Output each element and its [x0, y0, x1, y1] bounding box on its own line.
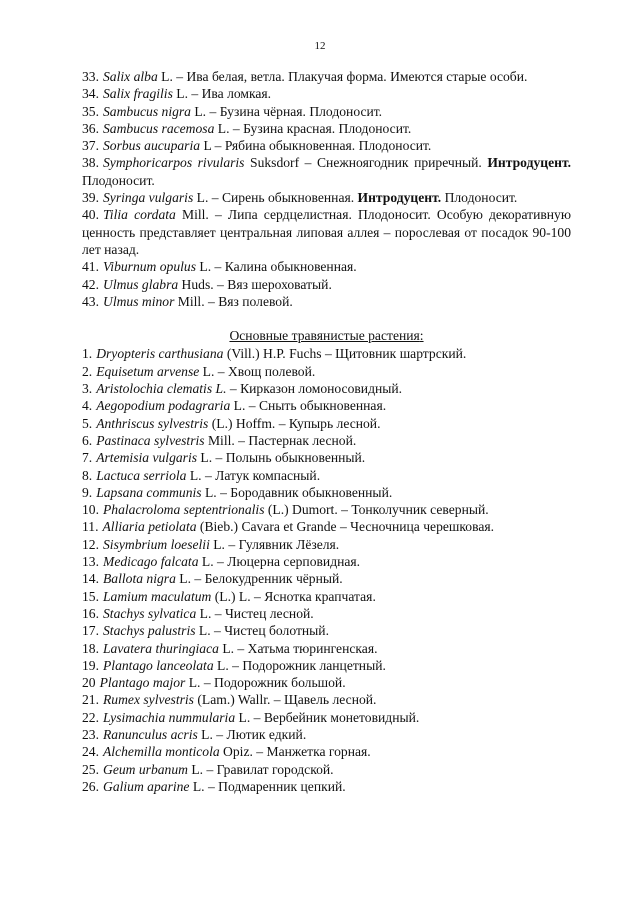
item-number: 21. [82, 692, 99, 708]
latin-name: Syringa vulgaris [103, 190, 194, 206]
item-number: 6. [82, 432, 93, 448]
common-name: – Вяз полевой. [204, 293, 293, 309]
common-name: – Вербейник монетовидный. [250, 709, 420, 725]
latin-name: Sambucus racemosa [103, 120, 215, 136]
latin-name: Ulmus minor [103, 293, 175, 309]
list-item [82, 85, 571, 102]
item-note: Плодоносит. [441, 190, 518, 206]
item-number: 34. [82, 86, 99, 102]
latin-name: Alliaria petiolata [102, 519, 197, 535]
item-number: 25. [82, 761, 99, 777]
common-name: – Щитовник шартрский. [321, 346, 467, 362]
common-name: – Люцерна серповидная. [213, 554, 361, 570]
common-name: – Тонколучник северный. [337, 502, 489, 518]
author-abbrev: L. [172, 86, 188, 102]
item-number: 16. [82, 605, 99, 621]
latin-name: Sambucus nigra [103, 103, 191, 119]
common-name: – Бузина красная. Плодоносит. [229, 120, 412, 136]
common-name: – Чесночница черешковая. [336, 519, 495, 535]
common-name: – Подорожник ланцетный. [228, 657, 386, 673]
list-item [82, 415, 571, 432]
introduced-note: Интродуцент. [487, 155, 571, 171]
list-item [82, 154, 571, 189]
author-abbrev: L. [195, 623, 211, 639]
item-number: 17. [82, 623, 99, 639]
herbs-heading-text: Основные травянистые растения [229, 328, 420, 344]
list-item [82, 743, 571, 760]
item-number: 40. [82, 207, 99, 223]
list-item [82, 449, 571, 466]
item-number: 2. [82, 363, 93, 379]
common-name: – Ива белая, ветла. Плакучая форма. Имеются старые особи. [172, 69, 528, 84]
common-name: – Пастернак лесной. [234, 432, 357, 448]
common-name: – Подорожник большой. [200, 675, 346, 691]
latin-name: Aristolochia clematis L. [96, 381, 227, 397]
item-number: 14. [82, 571, 99, 587]
item-number: 20 [82, 675, 96, 691]
list-item [82, 293, 571, 310]
latin-name: Lamium maculatum [103, 588, 212, 604]
latin-name: Galium aparine [103, 778, 190, 794]
author-abbrev: (L.) L. [211, 588, 251, 604]
common-name: – Хвощ полевой. [214, 363, 316, 379]
author-abbrev: L [200, 138, 212, 154]
latin-name: Plantago major [99, 675, 186, 691]
list-item [82, 778, 571, 795]
item-number: 19. [82, 657, 99, 673]
item-number: 35. [82, 103, 99, 119]
common-name: – Щавель лесной. [270, 692, 377, 708]
author-abbrev: L. [199, 363, 215, 379]
common-name: – Липа сердцелистная. Плодоносит. Особую декоративную ценность представляет центральная липовая аллея – порослевая от посадок 90-100 лет назад. [82, 207, 572, 257]
common-name: – Калина обыкновенная. [211, 259, 357, 275]
author-abbrev: (Bieb.) Cavara et Grande [196, 519, 337, 535]
item-number: 23. [82, 726, 99, 742]
item-number: 9. [82, 484, 93, 500]
author-abbrev: L. [186, 467, 202, 483]
author-abbrev: L. [196, 259, 212, 275]
common-name: – Гравилат городской. [203, 761, 334, 777]
item-number: 39. [82, 190, 99, 206]
list-item [82, 345, 571, 362]
introduced-note: Интродуцент. [357, 190, 442, 206]
list-item [82, 432, 571, 449]
item-number: 37. [82, 138, 99, 154]
author-abbrev: L. [185, 675, 201, 691]
latin-name: Anthriscus sylvestris [96, 415, 209, 431]
list-item [82, 258, 571, 275]
latin-name: Ballota nigra [103, 571, 176, 587]
latin-name: Pastinaca sylvestris [96, 432, 205, 448]
author-abbrev: Opiz. [219, 744, 253, 760]
author-abbrev: L. [175, 571, 191, 587]
author-abbrev: L. [189, 778, 205, 794]
latin-name: Tilia cordata [103, 207, 176, 223]
author-abbrev: Mill. [175, 207, 209, 223]
author-abbrev: L. [214, 120, 230, 136]
list-item [82, 397, 571, 414]
list-item [82, 363, 571, 380]
herbs-list [82, 345, 571, 795]
item-number: 33. [82, 69, 99, 84]
list-item [82, 553, 571, 570]
latin-name: Artemisia vulgaris [96, 450, 198, 466]
common-name: – Купырь лесной. [275, 415, 381, 431]
latin-name: Salix alba [103, 69, 158, 84]
author-abbrev: Huds. [178, 276, 214, 292]
item-number: 5. [82, 415, 93, 431]
list-item [82, 691, 571, 708]
common-name: – Ива ломкая. [187, 86, 272, 102]
author-abbrev: L. [157, 69, 173, 84]
latin-name: Stachys sylvatica [103, 605, 197, 621]
list-item [82, 518, 571, 535]
author-abbrev: (L.) Dumort. [264, 502, 338, 518]
latin-name: Rumex sylvestris [103, 692, 194, 708]
common-name: – Чистец лесной. [211, 605, 314, 621]
common-name: – Полынь обыкновенный. [212, 450, 366, 466]
latin-name: Medicago falcata [103, 554, 199, 570]
author-abbrev: Suksdorf [244, 155, 300, 171]
author-abbrev: L. [213, 657, 229, 673]
latin-name: Sorbus aucuparia [103, 138, 201, 154]
item-number: 18. [82, 640, 99, 656]
list-item [82, 206, 571, 258]
list-item [82, 536, 571, 553]
author-abbrev: L. [235, 709, 251, 725]
common-name: – Чистец болотный. [210, 623, 329, 639]
latin-name: Aegopodium podagraria [96, 398, 231, 414]
list-item [82, 709, 571, 726]
list-item [82, 380, 571, 397]
common-name: – Сирень обыкновенная. [208, 190, 358, 206]
common-name: – Вяз шероховатый. [213, 276, 332, 292]
item-number: 8. [82, 467, 93, 483]
latin-name: Geum urbanum [103, 761, 188, 777]
item-number: 15. [82, 588, 99, 604]
common-name: – Белокудренник чёрный. [191, 571, 343, 587]
list-item [82, 467, 571, 484]
author-abbrev: L. [230, 398, 246, 414]
latin-name: Equisetum arvense [96, 363, 200, 379]
latin-name: Ranunculus acris [103, 726, 198, 742]
latin-name: Lysimachia nummularia [103, 709, 236, 725]
item-number: 26. [82, 778, 99, 794]
item-number: 7. [82, 450, 93, 466]
author-abbrev: Mill. [204, 432, 235, 448]
list-item [82, 657, 571, 674]
common-name: – Яснотка крапчатая. [250, 588, 376, 604]
item-note: Плодоносит. [82, 172, 155, 188]
latin-name: Sisymbrium loeselii [103, 536, 210, 552]
common-name: – Латук компасный. [201, 467, 321, 483]
item-number: 22. [82, 709, 99, 725]
item-number: 43. [82, 293, 99, 309]
item-number: 42. [82, 276, 99, 292]
list-item [82, 103, 571, 120]
latin-name: Lavatera thuringiaca [103, 640, 219, 656]
common-name: – Гулявник Лёзеля. [224, 536, 340, 552]
list-item [82, 68, 571, 85]
item-number: 41. [82, 259, 99, 275]
author-abbrev: L. [209, 536, 225, 552]
common-name: – Кирказон ломоносовидный. [226, 381, 403, 397]
item-number: 13. [82, 554, 99, 570]
list-item [82, 137, 571, 154]
common-name: – Хатьма тюрингенская. [234, 640, 378, 656]
common-name: – Лютик едкий. [212, 726, 307, 742]
herbs-heading [82, 327, 571, 344]
common-name: – Бородавник обыкновенный. [216, 484, 393, 500]
latin-name: Salix fragilis [103, 86, 173, 102]
list-item [82, 605, 571, 622]
latin-name: Phalacroloma septentrionalis [103, 502, 265, 518]
item-number: 10. [82, 502, 99, 518]
common-name: – Рябина обыкновенная. Плодоносит. [211, 138, 432, 154]
latin-name: Ulmus glabra [103, 276, 179, 292]
author-abbrev: L. [193, 190, 209, 206]
common-name: – Снежноягодник приречный. [299, 155, 488, 171]
list-item [82, 484, 571, 501]
list-item [82, 640, 571, 657]
common-name: – Бузина чёрная. Плодоносит. [206, 103, 383, 119]
trees-list [82, 68, 571, 310]
common-name: – Манжетка горная. [252, 744, 371, 760]
list-item [82, 726, 571, 743]
latin-name: Dryopteris carthusiana [96, 346, 224, 362]
author-abbrev: Mill. [174, 293, 205, 309]
list-item [82, 189, 571, 206]
latin-name: Viburnum opulus [103, 259, 197, 275]
author-abbrev: L. [197, 726, 213, 742]
author-abbrev: L. [187, 761, 204, 777]
item-number: 12. [82, 536, 99, 552]
author-abbrev: (L.) Hoffm. [208, 415, 276, 431]
latin-name: Lapsana communis [96, 484, 202, 500]
author-abbrev: L. [190, 103, 207, 119]
item-number: 4. [82, 398, 93, 414]
latin-name: Lactuca serriola [96, 467, 187, 483]
latin-name: Stachys palustris [103, 623, 196, 639]
list-item [82, 761, 571, 778]
list-item [82, 501, 571, 518]
list-item [82, 276, 571, 293]
list-item [82, 570, 571, 587]
item-number: 36. [82, 120, 99, 136]
list-item [82, 588, 571, 605]
herbs-heading-colon: : [419, 328, 424, 344]
latin-name: Symphoricarpos rivularis [103, 155, 245, 171]
latin-name: Alchemilla monticola [103, 744, 220, 760]
latin-name: Plantago lanceolata [103, 657, 214, 673]
author-abbrev: (Vill.) H.P. Fuchs [223, 346, 322, 362]
author-abbrev: L. [197, 450, 213, 466]
item-number: 3. [82, 381, 93, 397]
author-abbrev: L. [196, 605, 212, 621]
author-abbrev: L. [218, 640, 235, 656]
common-name: – Подмаренник цепкий. [204, 778, 346, 794]
item-number: 38. [82, 155, 99, 171]
common-name: – Сныть обыкновенная. [245, 398, 387, 414]
list-item [82, 120, 571, 137]
document-body [82, 68, 571, 795]
item-number: 11. [82, 519, 99, 535]
author-abbrev: L. [201, 484, 217, 500]
page-number: 12 [314, 40, 326, 52]
list-item [82, 674, 571, 691]
author-abbrev: L. [198, 554, 214, 570]
list-item [82, 622, 571, 639]
item-number: 24. [82, 744, 99, 760]
author-abbrev: (Lam.) Wallr. [193, 692, 271, 708]
item-number: 1. [82, 346, 93, 362]
